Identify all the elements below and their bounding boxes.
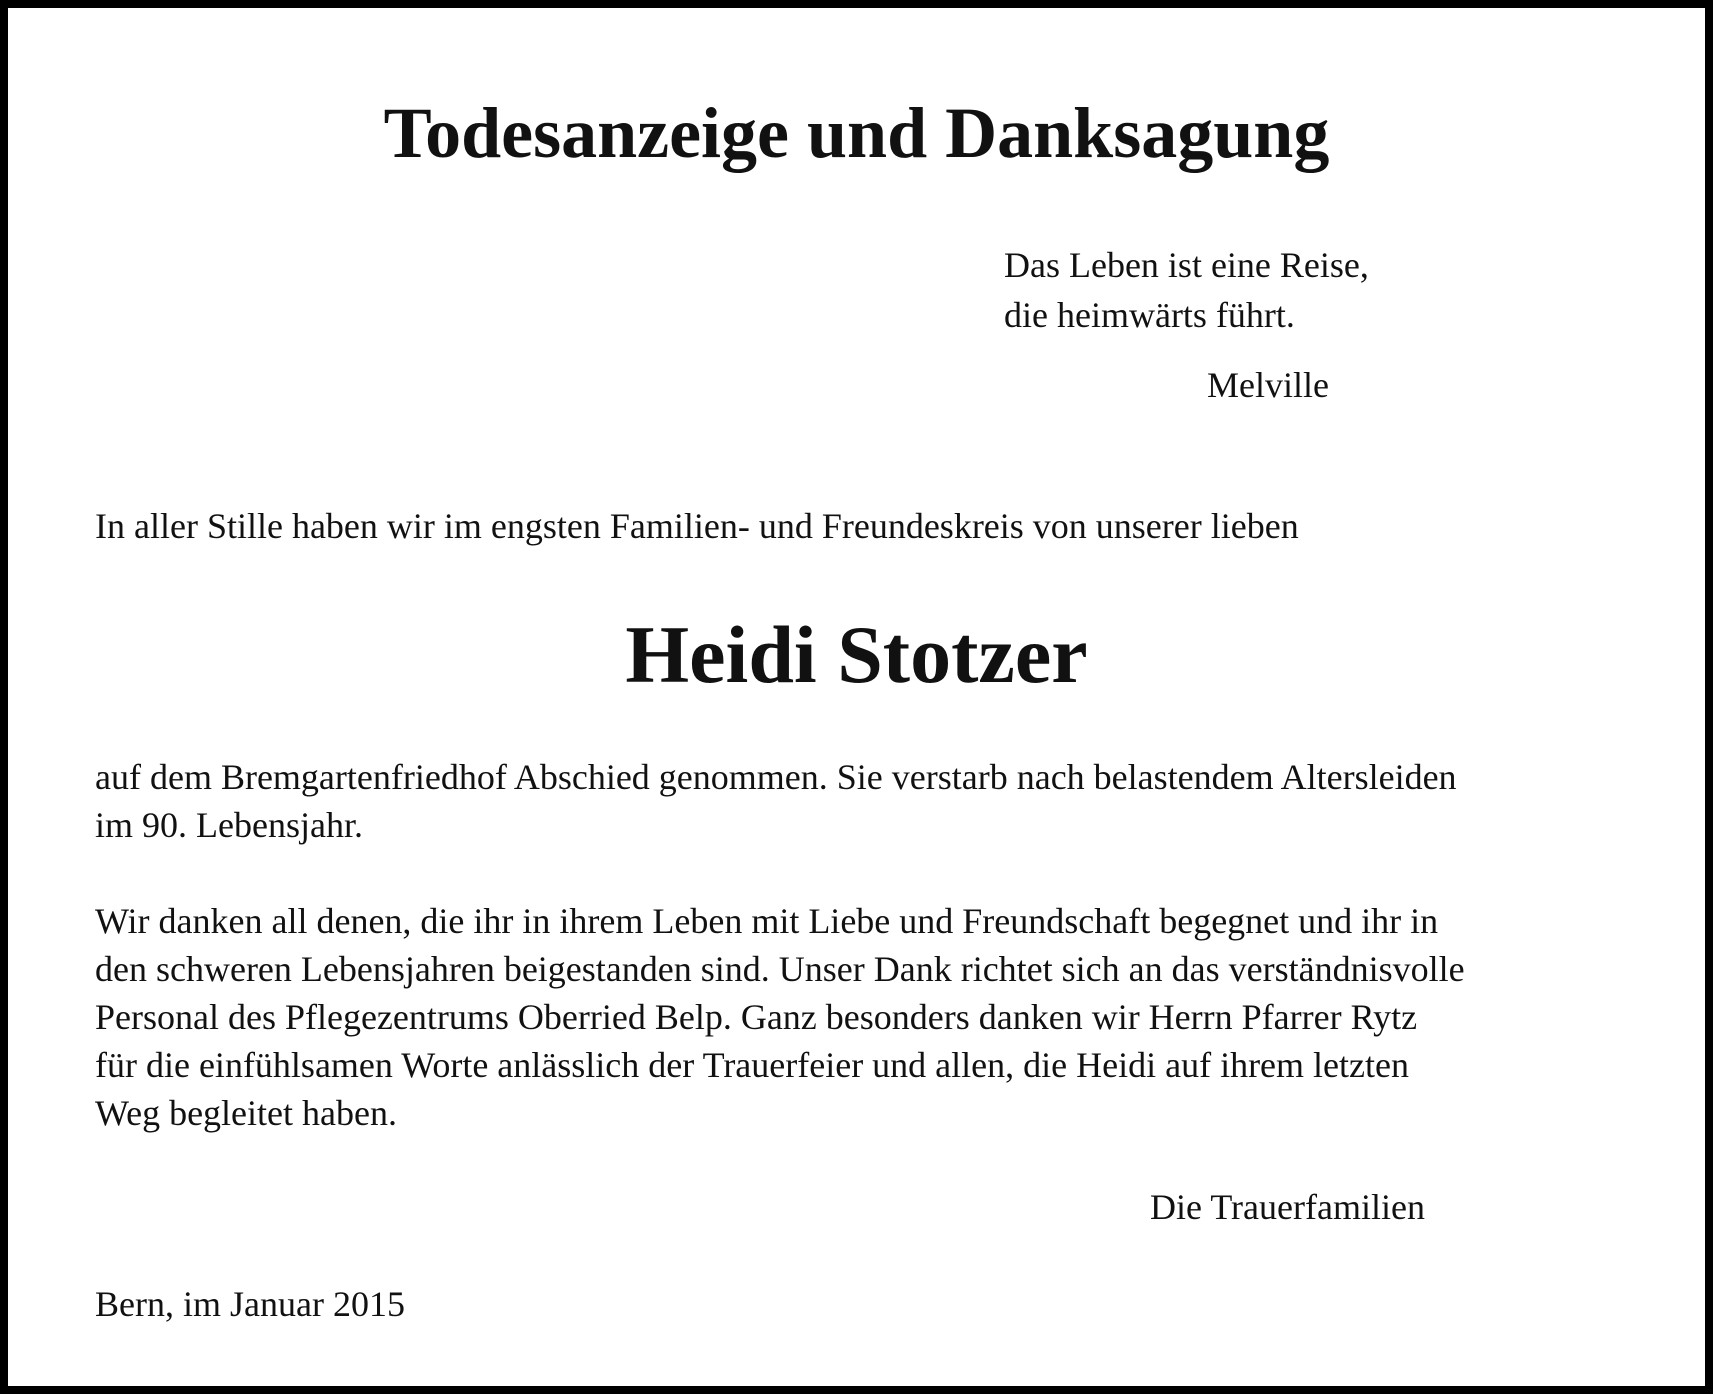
farewell-paragraph: [95, 753, 1457, 849]
place-and-date: Bern, im Januar 2015: [95, 1284, 405, 1324]
deceased-name: Heidi Stotzer: [625, 609, 1088, 700]
intro-line: In aller Stille haben wir im engsten Familien- und Freundeskreis von unserer lieben: [95, 506, 1299, 546]
thanks-line-3: Personal des Pflegezentrums Oberried Belp. Ganz besonders danken wir Herrn Pfarrer Rytz: [95, 997, 1418, 1037]
quote-line-1: Das Leben ist eine Reise,: [1004, 245, 1369, 285]
thanks-line-1: Wir danken all denen, die ihr in ihrem Leben mit Liebe und Freundschaft begegnet und ihr in: [95, 901, 1439, 941]
thanks-paragraph: [95, 897, 1465, 1137]
intro-paragraph: [95, 502, 1299, 550]
quote-author: Melville: [1207, 365, 1329, 405]
notice-heading: Todesanzeige und Danksagung: [383, 93, 1330, 173]
epigraph-quote: [1004, 240, 1369, 340]
farewell-line-1: auf dem Bremgartenfriedhof Abschied genommen. Sie verstarb nach belastendem Altersleiden: [95, 757, 1457, 797]
family-signature: Die Trauerfamilien: [1150, 1187, 1425, 1227]
thanks-line-5: Weg begleitet haben.: [95, 1093, 397, 1133]
thanks-line-2: den schweren Lebensjahren beigestanden sind. Unser Dank richtet sich an das verständnisvolle: [95, 949, 1465, 989]
quote-line-2: die heimwärts führt.: [1004, 295, 1295, 335]
thanks-line-4: für die einfühlsamen Worte anlässlich der Trauerfeier und allen, die Heidi auf ihrem letzten: [95, 1045, 1409, 1085]
farewell-line-2: im 90. Lebensjahr.: [95, 805, 363, 845]
